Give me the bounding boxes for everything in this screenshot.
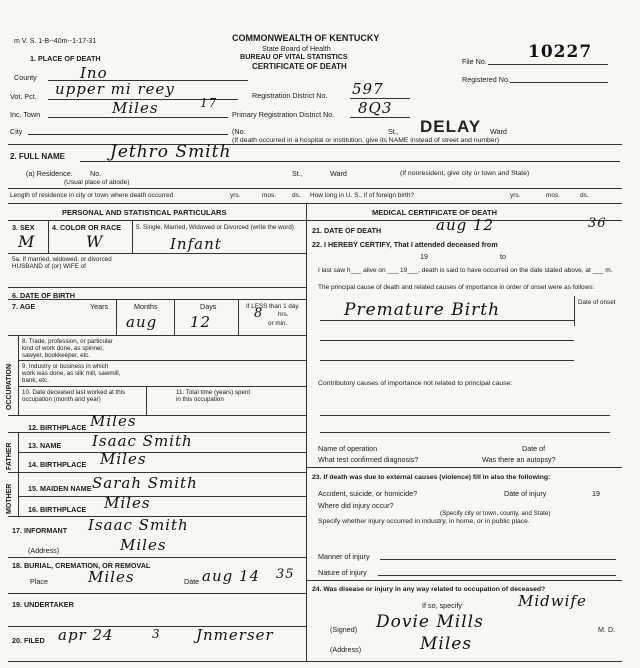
specify-industry-label: Specify whether injury occurred in industry, in home, or in public place. [318, 518, 530, 525]
residence-label: (a) Residence. [26, 169, 73, 178]
informant-label: 17. INFORMANT [12, 526, 68, 535]
st-label: St., [388, 127, 399, 136]
filed-label: 20. FILED [12, 636, 45, 645]
place-of-death-label: 1. PLACE OF DEATH [30, 54, 101, 63]
filed-signature: Jnmerser [196, 626, 274, 644]
bureau-heading: BUREAU OF VITAL STATISTICS [240, 52, 348, 61]
father-side-label: FATHER [6, 442, 13, 470]
board-heading: State Board of Health [262, 44, 331, 53]
commonwealth-heading: COMMONWEALTH OF KENTUCKY [232, 33, 380, 43]
personal-heading: PERSONAL AND STATISTICAL PARTICULARS [62, 208, 227, 217]
residence-ward: Ward [330, 169, 347, 178]
where-injury-label: Where did injury occur? [318, 501, 394, 510]
occupation-side-label: OCCUPATION [6, 363, 13, 410]
cause-value: Premature Birth [344, 300, 501, 320]
test-label: What test confirmed diagnosis? [318, 455, 419, 464]
filed-value: apr 24 [58, 626, 114, 644]
contributory-label: Contributory causes of importance not related to principal cause: [318, 380, 513, 387]
operation-date-label: Date of [522, 444, 546, 453]
certificate-heading: CERTIFICATE OF DEATH [252, 62, 347, 71]
residence-note: (If nonresident, give city or town and State) [400, 170, 530, 177]
birthplace-label: 12. BIRTHPLACE [28, 423, 87, 432]
residence-no: No. [90, 169, 102, 178]
city-label: City [10, 127, 23, 136]
mother-side-label: MOTHER [6, 483, 13, 514]
date-of-death-label: 21. DATE OF DEATH [312, 226, 382, 235]
registered-no-label: Registered No. [462, 75, 510, 84]
years-label: Years [90, 302, 109, 311]
hospital-note: (If death occurred in a hospital or institution, give its NAME instead of street and number) [232, 137, 500, 144]
md-label: M. D. [598, 625, 616, 634]
father-name-label: 13. NAME [28, 441, 62, 450]
file-no-label: File No. [462, 57, 487, 66]
mother-maiden-value: Sarah Smith [92, 474, 198, 492]
delay-stamp: DELAY [420, 117, 482, 136]
total-time-label: 11. Total time (years) spent in this occupation [176, 389, 251, 403]
signed-label: (Signed) [330, 625, 358, 634]
date-of-death-value: aug 12 [436, 216, 495, 234]
sex-label: 3. SEX [12, 223, 35, 232]
less-than-label: If LESS than 1 day. [246, 303, 300, 310]
vot-pct-value: upper mi reey [55, 80, 175, 98]
to-label: to [500, 252, 506, 261]
ds-label-2: ds. [580, 192, 589, 199]
ward-label: Ward [490, 127, 507, 136]
father-birthplace-value: Miles [100, 450, 147, 468]
principal-cause-text: The principal cause of death and related causes of importance in order of onset were as follows: [318, 284, 595, 291]
dob-label: 6. DATE OF BIRTH [12, 291, 75, 300]
vot-pct-label: Vot. Pct. [10, 92, 37, 101]
mos-label: mos. [262, 192, 277, 199]
burial-date-label: Date [184, 577, 200, 586]
full-name-label: 2. FULL NAME [10, 152, 65, 161]
burial-date-value: aug 14 [202, 567, 261, 585]
how-long-label: How long in U. S., if of foreign birth? [310, 192, 415, 199]
industry-label: 9. Industry or business in which work was done, as silk mill, sawmill, bank, etc. [22, 363, 121, 384]
burial-label: 18. BURIAL, CREMATION, OR REMOVAL [12, 561, 151, 570]
informant-address-value: Miles [120, 536, 167, 554]
residence-st: St., [292, 169, 303, 178]
inc-town-label: Inc. Town [10, 110, 41, 119]
autopsy-label: Was there an autopsy? [482, 455, 556, 464]
mos-label-2: mos. [546, 192, 561, 199]
burial-year-value: 35 [276, 567, 295, 582]
manner-label: Manner of injury [318, 552, 370, 561]
husband-label: 5a. If married, widowed, or divorced HUSBAND of (or) WIFE of [12, 256, 112, 270]
marital-label: 5. Single, Married, Widowed or Divorced (write the word) [136, 224, 294, 231]
injury-year-label: 19 [592, 489, 600, 498]
form-number: m V. S. 1-B--40m--1-17-31 [14, 38, 97, 45]
mother-birthplace-label: 16. BIRTHPLACE [28, 505, 87, 514]
operation-label: Name of operation [318, 444, 378, 453]
physician-address-label: (Address) [330, 645, 362, 654]
disease-occupation-label: 24. Was disease or injury in any way related to occupation of deceased? [312, 586, 546, 593]
filed-year: 3 [152, 627, 161, 641]
accident-label: Accident, suicide, or homicide? [318, 489, 418, 498]
length-residence-label: Length of residence in city or town where death occurred [10, 192, 174, 199]
usual-abode: (Usual place of abode) [64, 179, 130, 186]
min-label: or min. [268, 320, 288, 327]
undertaker-label: 19. UNDERTAKER [12, 600, 74, 609]
days-label: Days [200, 302, 217, 311]
file-no-value: 10227 [528, 42, 593, 62]
specify-place-note: (Specify city or town, county, and State) [440, 510, 551, 517]
date-of-onset-label: Date of onset [578, 299, 616, 306]
inc-town-value: Miles [112, 99, 159, 117]
primary-reg-value: 17 [200, 96, 218, 110]
primary-reg-label: Primary Registration District No. [232, 110, 335, 119]
last-saw-text: I last saw h___ alive on ___ 19___, death is said to have occurred on the date stated above, at ___ m. [318, 267, 613, 274]
father-name-value: Isaac Smith [92, 432, 193, 450]
county-label: County [14, 73, 37, 82]
color-value: W [86, 232, 104, 251]
reg-district-value: 597 [352, 80, 384, 98]
age-days-value: 12 [190, 313, 212, 331]
signed-value: Dovie Mills [376, 612, 484, 632]
external-causes-label: 23. If death was due to external causes (violence) fill in also the following: [312, 474, 551, 481]
date-injury-label: Date of injury [504, 489, 547, 498]
full-name-value: Jethro Smith [110, 142, 232, 162]
age-lessday-value: 8 [254, 306, 264, 321]
trade-label: 8. Trade, profession, or particular kind of work done, as spinner, sawyer, bookkeeper, etc. [22, 338, 113, 359]
no-label: (No. [232, 127, 246, 136]
birthplace-value: Miles [90, 412, 137, 430]
physician-address-value: Miles [420, 634, 473, 654]
yrs-label: yrs. [230, 192, 241, 199]
mother-birthplace-value: Miles [104, 494, 151, 512]
mother-maiden-label: 15. MAIDEN NAME [28, 484, 92, 493]
date-last-worked-label: 10. Date deceased last worked at this occupation (month and year) [22, 389, 126, 403]
age-label: 7. AGE [12, 302, 36, 311]
age-months-value: aug [126, 313, 158, 331]
if-so-label: If so, specify [422, 601, 462, 610]
nineteen-label: 19 [420, 252, 428, 261]
marital-value: Infant [170, 235, 222, 253]
date-of-death-year: 36 [588, 216, 607, 231]
reg-district-label: Registration District No. [252, 91, 328, 100]
county-value: Ino [80, 64, 108, 82]
certify-label: 22. I HEREBY CERTIFY, That I attended deceased from [312, 240, 498, 249]
hrs-label: hrs. [278, 311, 289, 318]
ds-label: ds. [292, 192, 301, 199]
if-so-value: Midwife [518, 592, 587, 610]
informant-value: Isaac Smith [88, 516, 189, 534]
yrs-label-2: yrs. [510, 192, 521, 199]
sex-value: M [18, 232, 36, 251]
father-birthplace-label: 14. BIRTHPLACE [28, 460, 87, 469]
informant-address-label: (Address) [28, 546, 60, 555]
nature-label: Nature of injury [318, 568, 367, 577]
burial-place-label: Place [30, 577, 48, 586]
months-label: Months [134, 302, 158, 311]
burial-place-value: Miles [88, 568, 135, 586]
color-label: 4. COLOR OR RACE [52, 223, 122, 232]
medical-heading: MEDICAL CERTIFICATE OF DEATH [372, 208, 497, 217]
primary-reg-value-2: 8Q3 [358, 99, 393, 117]
